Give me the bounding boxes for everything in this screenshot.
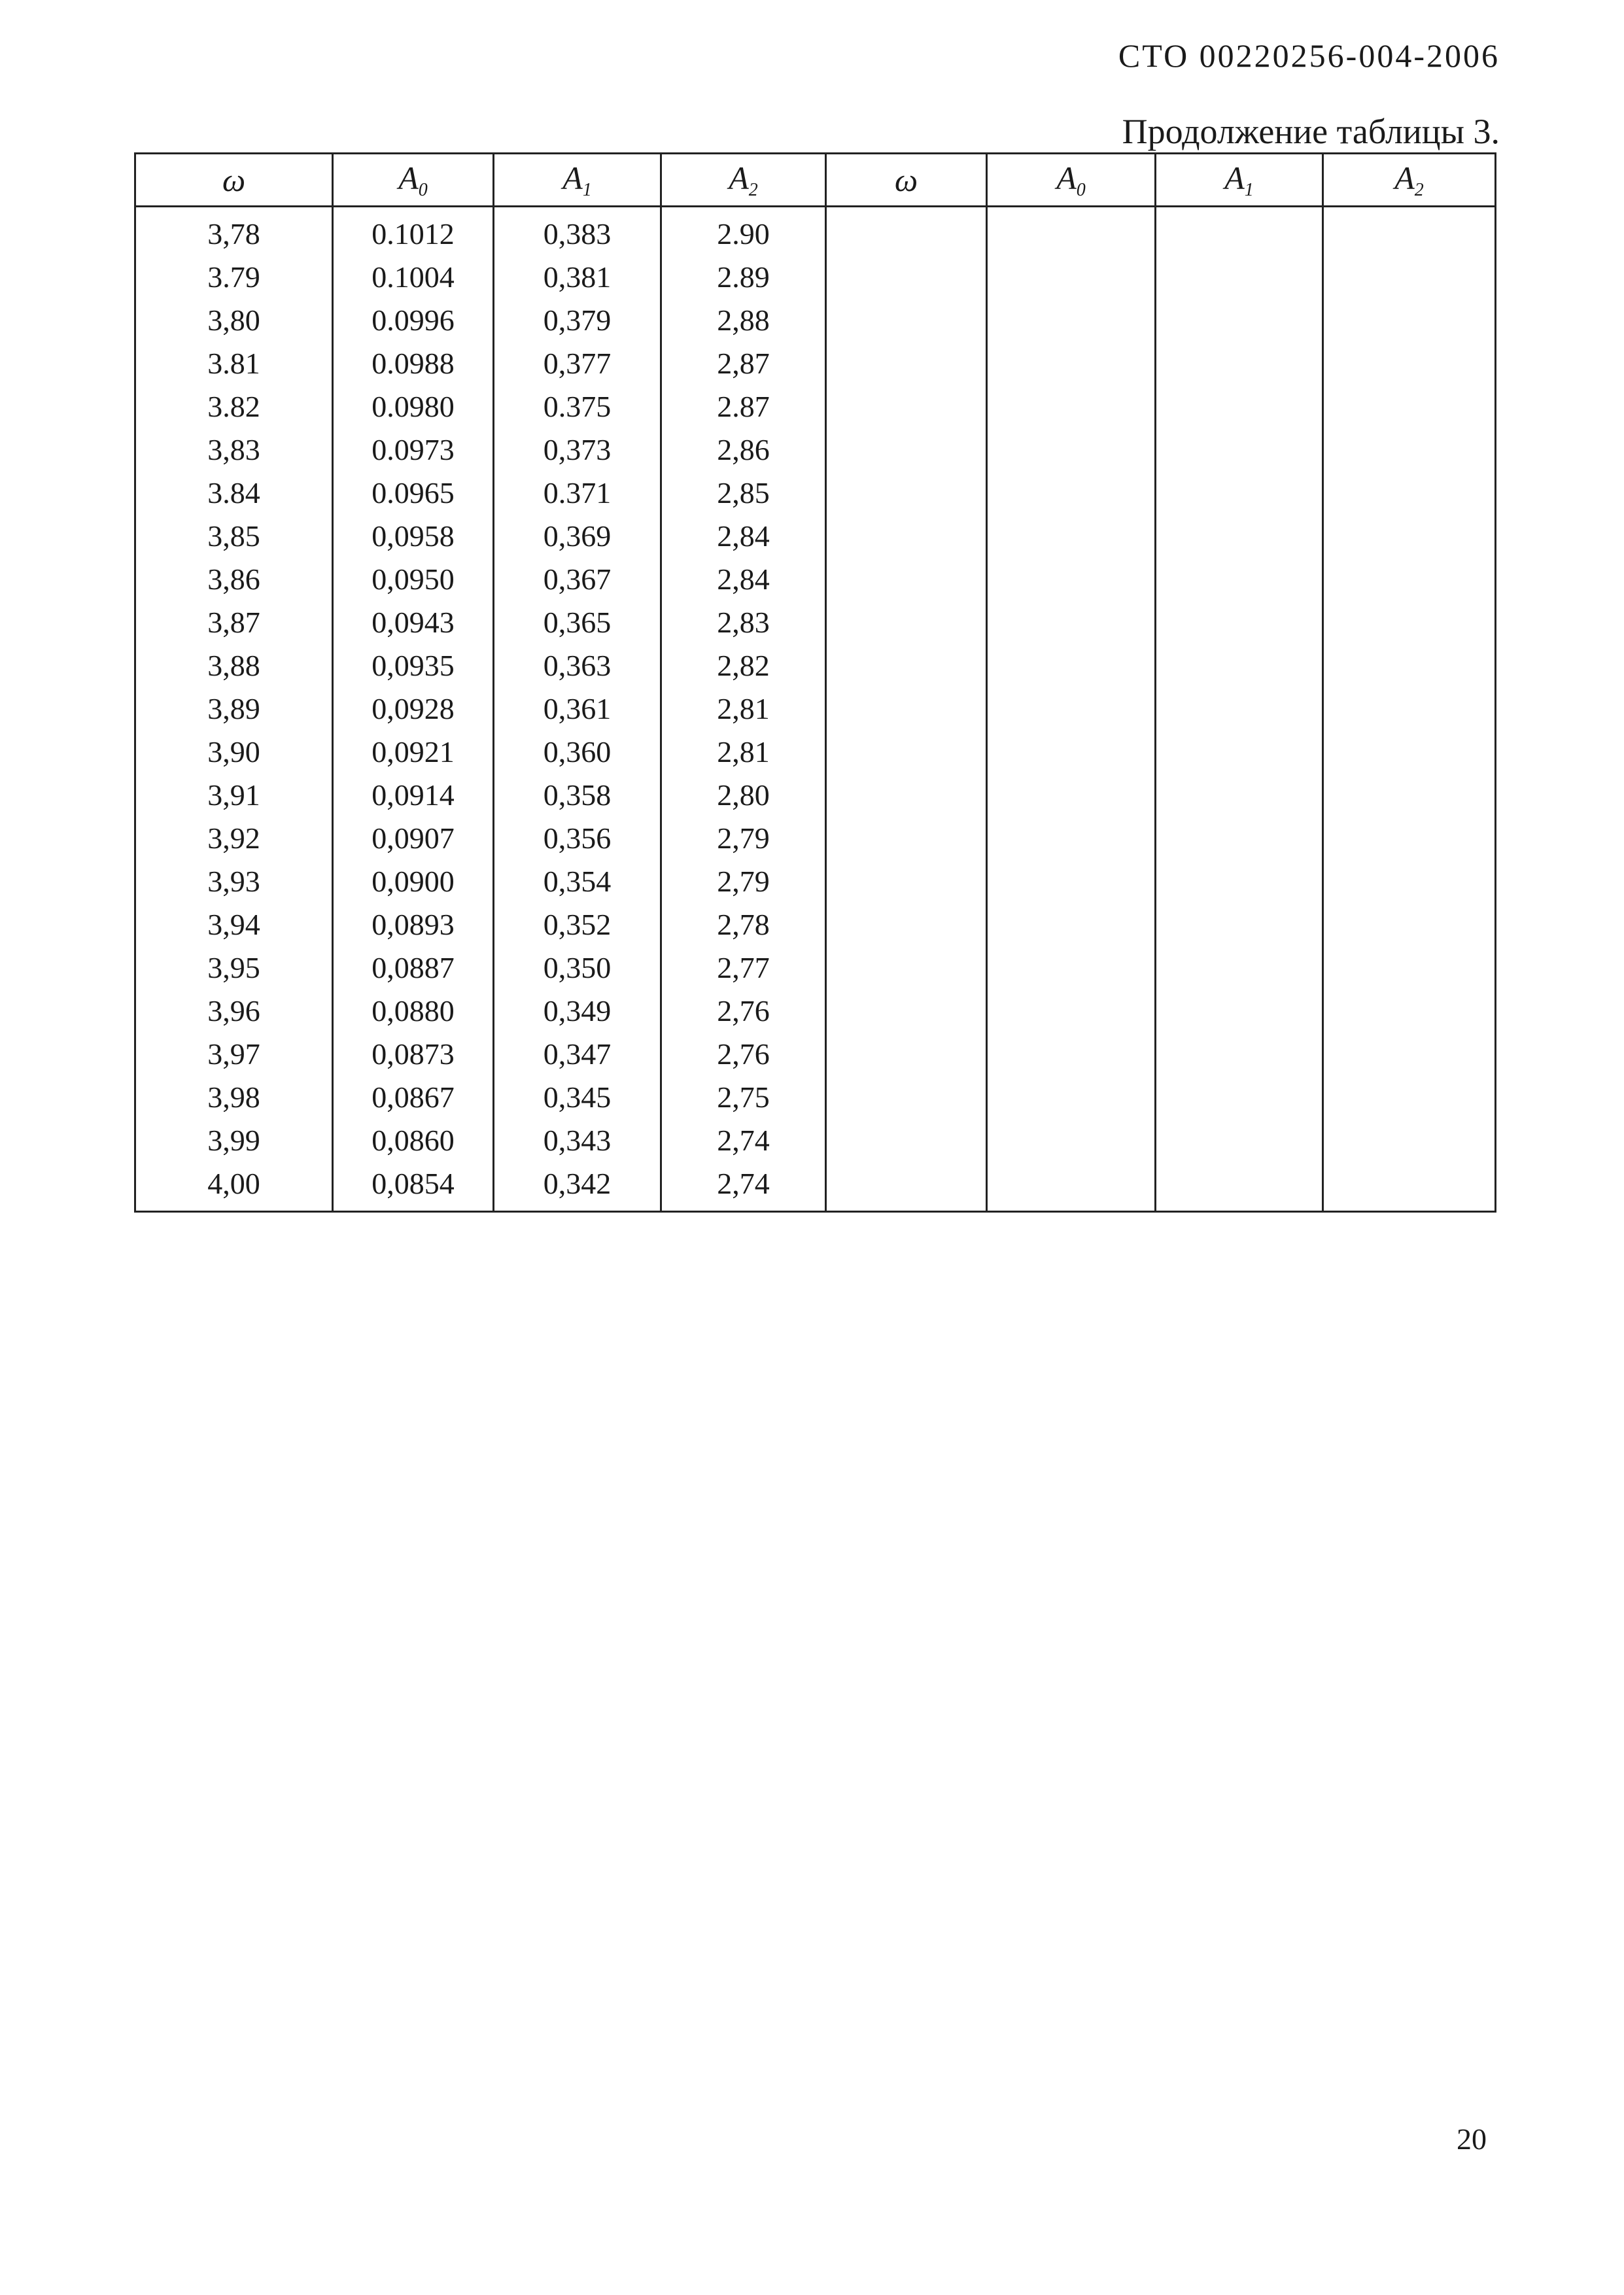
table-cell	[826, 990, 987, 1033]
table-cell: 2,74	[661, 1162, 826, 1212]
table-cell	[987, 1162, 1156, 1212]
table-cell	[987, 1119, 1156, 1162]
values-table	[134, 152, 1496, 1213]
table-cell	[987, 644, 1156, 687]
table-header-row	[135, 154, 1496, 207]
table-cell	[1156, 731, 1323, 774]
page-number: 20	[1457, 2122, 1487, 2156]
table-cell	[826, 903, 987, 946]
table-cell: 0,354	[494, 860, 661, 903]
table-cell: 2.87	[661, 385, 826, 428]
table-row	[135, 644, 1496, 687]
table-cell: 0,349	[494, 990, 661, 1033]
table-row	[135, 731, 1496, 774]
table-cell: 3,91	[135, 774, 333, 817]
table-cell: 2,82	[661, 644, 826, 687]
column-header-symbol: A	[562, 160, 583, 196]
table-row	[135, 774, 1496, 817]
table-cell	[1156, 946, 1323, 990]
table-cell: 0,0943	[333, 601, 494, 644]
table-cell	[1323, 990, 1496, 1033]
table-cell: 3,80	[135, 299, 333, 342]
table-cell	[1323, 903, 1496, 946]
column-header	[494, 154, 661, 207]
column-header-subscript: 1	[1244, 180, 1254, 200]
table-row	[135, 1119, 1496, 1162]
table-cell: 2.90	[661, 207, 826, 256]
table-cell: 0,342	[494, 1162, 661, 1212]
table-cell: 2,76	[661, 1033, 826, 1076]
table-cell	[1323, 1033, 1496, 1076]
table-cell	[1156, 1119, 1323, 1162]
column-header	[1323, 154, 1496, 207]
column-header-subscript: 0	[418, 180, 428, 200]
table-row	[135, 990, 1496, 1033]
table-cell	[1323, 774, 1496, 817]
table-cell	[987, 687, 1156, 731]
table-cell	[1156, 1033, 1323, 1076]
table-cell: 2,83	[661, 601, 826, 644]
table-cell: 3.82	[135, 385, 333, 428]
column-header-symbol: A	[398, 160, 419, 196]
table-cell: 2,81	[661, 687, 826, 731]
table-cell	[1156, 990, 1323, 1033]
table-row	[135, 687, 1496, 731]
table-cell	[1323, 472, 1496, 515]
table-cell: 3.79	[135, 256, 333, 299]
table-cell: 2,85	[661, 472, 826, 515]
table-cell	[1323, 731, 1496, 774]
table-caption: Продолжение таблицы 3.	[1122, 112, 1500, 151]
table-row	[135, 601, 1496, 644]
table-cell: 2.89	[661, 256, 826, 299]
table-cell: 0,0860	[333, 1119, 494, 1162]
table-cell	[826, 385, 987, 428]
table-cell: 0,356	[494, 817, 661, 860]
table-cell	[1323, 428, 1496, 472]
table-cell: 3,86	[135, 558, 333, 601]
table-cell	[1156, 774, 1323, 817]
table-cell: 2,84	[661, 558, 826, 601]
column-header	[987, 154, 1156, 207]
table-cell	[1323, 644, 1496, 687]
table-cell: 2,75	[661, 1076, 826, 1119]
column-header-symbol: A	[729, 160, 749, 196]
table-cell: 0,0880	[333, 990, 494, 1033]
table-cell	[826, 207, 987, 256]
column-header	[1156, 154, 1323, 207]
table-cell	[1156, 558, 1323, 601]
table-cell	[987, 299, 1156, 342]
table-row	[135, 207, 1496, 256]
table-cell: 2,79	[661, 860, 826, 903]
table-row	[135, 817, 1496, 860]
table-cell: 2,74	[661, 1119, 826, 1162]
table-cell: 0,358	[494, 774, 661, 817]
table-cell	[826, 731, 987, 774]
table-cell: 0.0965	[333, 472, 494, 515]
table-cell	[987, 903, 1156, 946]
table-cell	[1323, 385, 1496, 428]
table-cell	[1156, 428, 1323, 472]
table-cell: 0.375	[494, 385, 661, 428]
table-cell: 3,95	[135, 946, 333, 990]
table-cell	[1156, 687, 1323, 731]
table-cell: 0,363	[494, 644, 661, 687]
table-cell	[1156, 385, 1323, 428]
table-cell	[987, 342, 1156, 385]
column-header-subscript: 2	[1414, 180, 1424, 200]
table-cell	[987, 1076, 1156, 1119]
table-cell: 2,84	[661, 515, 826, 558]
table-cell	[987, 774, 1156, 817]
table-cell: 2,86	[661, 428, 826, 472]
table-cell: 0,0958	[333, 515, 494, 558]
table-cell	[1323, 817, 1496, 860]
table-cell: 0,367	[494, 558, 661, 601]
table-body	[135, 207, 1496, 1212]
table-cell	[987, 428, 1156, 472]
table-cell: 2,81	[661, 731, 826, 774]
table-cell: 0.0973	[333, 428, 494, 472]
table-cell	[1323, 515, 1496, 558]
table-cell: 0,352	[494, 903, 661, 946]
table-cell: 0.371	[494, 472, 661, 515]
table-cell: 3,83	[135, 428, 333, 472]
table-cell	[826, 774, 987, 817]
table-cell: 2,87	[661, 342, 826, 385]
table-cell: 0,0950	[333, 558, 494, 601]
table-cell: 0,0854	[333, 1162, 494, 1212]
table-cell	[1156, 644, 1323, 687]
table-cell: 3,92	[135, 817, 333, 860]
table-cell: 0,0935	[333, 644, 494, 687]
table-cell: 0,0893	[333, 903, 494, 946]
table-cell: 0,361	[494, 687, 661, 731]
column-header-symbol: ω	[222, 162, 246, 198]
table-cell: 3,98	[135, 1076, 333, 1119]
table-cell: 3,88	[135, 644, 333, 687]
table-row	[135, 558, 1496, 601]
table-cell	[826, 558, 987, 601]
table-cell: 0.1012	[333, 207, 494, 256]
table-row	[135, 946, 1496, 990]
table-cell	[826, 1162, 987, 1212]
table-row	[135, 1076, 1496, 1119]
table-cell: 3,97	[135, 1033, 333, 1076]
table-cell: 0.0996	[333, 299, 494, 342]
table-cell: 0,0900	[333, 860, 494, 903]
table-cell: 0,0928	[333, 687, 494, 731]
table-cell	[826, 1076, 987, 1119]
table-cell	[1156, 1076, 1323, 1119]
table-container	[134, 152, 1494, 1213]
table-cell	[1323, 342, 1496, 385]
table-cell	[987, 515, 1156, 558]
table-cell: 0.0988	[333, 342, 494, 385]
table-row	[135, 428, 1496, 472]
table-cell: 0,360	[494, 731, 661, 774]
table-cell	[1156, 207, 1323, 256]
table-cell	[1156, 299, 1323, 342]
table-cell	[1156, 342, 1323, 385]
table-cell: 3.84	[135, 472, 333, 515]
table-cell	[987, 860, 1156, 903]
table-cell	[826, 342, 987, 385]
table-cell: 0,0887	[333, 946, 494, 990]
table-row	[135, 472, 1496, 515]
table-cell: 0,0907	[333, 817, 494, 860]
column-header	[135, 154, 333, 207]
table-cell: 0,345	[494, 1076, 661, 1119]
table-cell	[826, 860, 987, 903]
table-cell	[1156, 1162, 1323, 1212]
column-header-symbol: A	[1394, 160, 1415, 196]
table-cell	[1156, 515, 1323, 558]
table-cell: 3,96	[135, 990, 333, 1033]
table-cell	[1323, 1119, 1496, 1162]
table-cell: 0,373	[494, 428, 661, 472]
table-cell: 3,78	[135, 207, 333, 256]
table-row	[135, 1033, 1496, 1076]
table-row	[135, 1162, 1496, 1212]
table-cell	[987, 558, 1156, 601]
table-cell: 0,0873	[333, 1033, 494, 1076]
table-cell	[826, 946, 987, 990]
table-cell	[1156, 256, 1323, 299]
table-row	[135, 256, 1496, 299]
table-cell	[826, 687, 987, 731]
table-row	[135, 860, 1496, 903]
table-cell	[987, 601, 1156, 644]
table-cell	[987, 731, 1156, 774]
table-row	[135, 342, 1496, 385]
table-cell	[987, 472, 1156, 515]
column-header-symbol: A	[1224, 160, 1245, 196]
column-header	[661, 154, 826, 207]
table-cell	[1156, 860, 1323, 903]
table-cell	[1323, 256, 1496, 299]
table-cell	[826, 428, 987, 472]
table-cell	[1323, 1162, 1496, 1212]
table-cell	[826, 256, 987, 299]
table-row	[135, 903, 1496, 946]
table-cell	[1323, 299, 1496, 342]
table-cell: 0.0980	[333, 385, 494, 428]
table-cell: 0,0867	[333, 1076, 494, 1119]
column-header-subscript: 2	[748, 180, 758, 200]
table-cell	[1156, 601, 1323, 644]
table-cell	[987, 946, 1156, 990]
table-cell: 3,89	[135, 687, 333, 731]
table-cell: 2,77	[661, 946, 826, 990]
table-cell	[1323, 558, 1496, 601]
table-cell	[826, 817, 987, 860]
table-cell: 3,93	[135, 860, 333, 903]
table-row	[135, 385, 1496, 428]
document-code: СТО 00220256-004-2006	[1118, 37, 1500, 74]
table-row	[135, 299, 1496, 342]
column-header-subscript: 0	[1076, 180, 1086, 200]
table-cell: 3,90	[135, 731, 333, 774]
table-cell: 2,80	[661, 774, 826, 817]
table-cell	[987, 990, 1156, 1033]
column-header	[333, 154, 494, 207]
table-cell: 3,87	[135, 601, 333, 644]
column-header	[826, 154, 987, 207]
table-cell	[826, 299, 987, 342]
table-cell: 4,00	[135, 1162, 333, 1212]
table-cell	[826, 515, 987, 558]
table-cell: 2,79	[661, 817, 826, 860]
table-row	[135, 515, 1496, 558]
table-cell: 0,347	[494, 1033, 661, 1076]
table-cell	[826, 472, 987, 515]
table-cell	[1323, 1076, 1496, 1119]
table-cell: 0,343	[494, 1119, 661, 1162]
table-cell	[987, 385, 1156, 428]
table-cell: 0,350	[494, 946, 661, 990]
table-cell	[1156, 472, 1323, 515]
table-cell: 3,99	[135, 1119, 333, 1162]
table-cell	[1323, 601, 1496, 644]
table-cell: 3,94	[135, 903, 333, 946]
table-cell	[987, 1033, 1156, 1076]
table-cell: 0,0921	[333, 731, 494, 774]
table-cell: 2,88	[661, 299, 826, 342]
table-cell: 0.1004	[333, 256, 494, 299]
table-cell	[1323, 946, 1496, 990]
table-cell: 3,85	[135, 515, 333, 558]
table-cell: 3.81	[135, 342, 333, 385]
table-cell: 0,365	[494, 601, 661, 644]
table-cell: 2,78	[661, 903, 826, 946]
table-cell	[1323, 860, 1496, 903]
table-cell	[826, 1119, 987, 1162]
table-cell	[1156, 903, 1323, 946]
table-cell	[987, 817, 1156, 860]
table-cell	[1323, 687, 1496, 731]
table-cell	[826, 601, 987, 644]
table-cell: 0,0914	[333, 774, 494, 817]
table-cell	[987, 207, 1156, 256]
table-cell: 0,369	[494, 515, 661, 558]
column-header-symbol: ω	[894, 162, 918, 198]
table-cell: 0,383	[494, 207, 661, 256]
table-cell	[1156, 817, 1323, 860]
table-cell: 2,76	[661, 990, 826, 1033]
table-cell	[1323, 207, 1496, 256]
table-cell	[826, 644, 987, 687]
table-cell: 0,379	[494, 299, 661, 342]
table-cell: 0,381	[494, 256, 661, 299]
column-header-subscript: 1	[582, 180, 592, 200]
column-header-symbol: A	[1056, 160, 1077, 196]
table-cell	[826, 1033, 987, 1076]
table-cell: 0,377	[494, 342, 661, 385]
table-cell	[987, 256, 1156, 299]
